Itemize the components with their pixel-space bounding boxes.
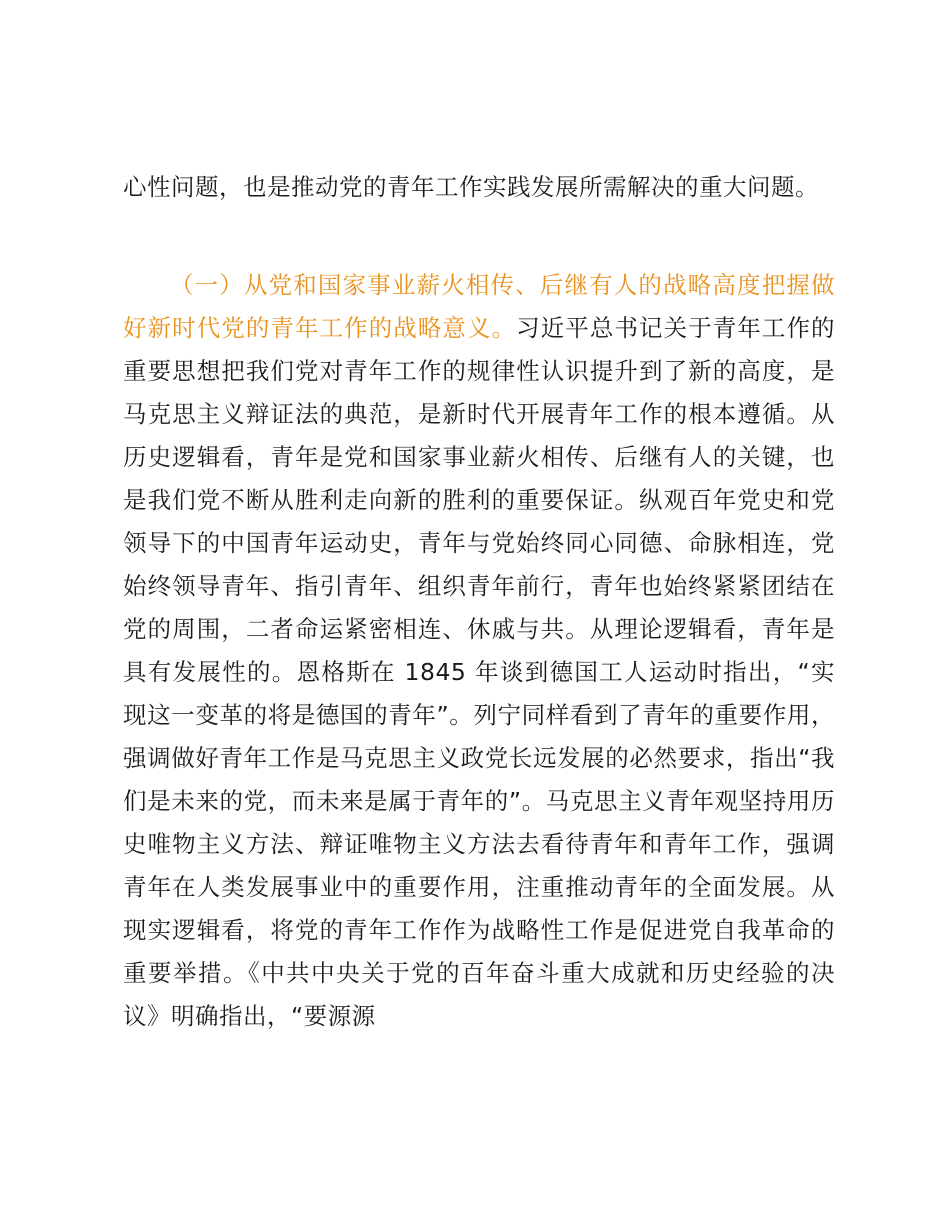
continued-paragraph: 心性问题，也是推动党的青年工作实践发展所需解决的重大问题。 xyxy=(123,173,819,201)
section-body: 习近平总书记关于青年工作的重要思想把我们党对青年工作的规律性认识提升到了新的高度，是马克思主义辩证法的典范，是新时代开展青年工作的根本遵循。从历史逻辑看，青年是党和国家事业薪火相传、后继有人的关键，也是我们党不断从胜利走向新的胜利的重要保证。纵观百年党史和党领导下的中国青年运动史，青年与党始终同心同德、命脉相连，党始终领导青年、指引青年、组织青年前行，青年也始终紧紧团结在党的周围，二者命运紧密相连、休戚与共。从理论逻辑看，青年是具有发展性的。恩格斯在 1845 年谈到德国工人运动时指出，“实现这一变革的将是德国的青年”。列宁同样看到了青年的重要作用，强调做好青年工作是马克思主义政党长远发展的必然要求，指出“我们是未来的党，而未来是属于青年的”。马克思主义青年观坚持用历史唯物主义方法、辩证唯物主义方法去看待青年和青年工作，强调青年在人类发展事业中的重要作用，注重推动青年的全面发展。从现实逻辑看，将党的青年工作作为战略性工作是促进党自我革命的重要举措。《中共中央关于党的百年奋斗重大成就和历史经验的决议》明确指出，“要源源 xyxy=(123,314,836,1030)
continued-paragraph-block xyxy=(123,166,835,209)
section-one-paragraph xyxy=(123,264,835,1038)
section-one-block xyxy=(123,264,835,1038)
section-heading: （一）从党和国家事业薪火相传、后继有人的战略高度把握做好新时代党的青年工作的战略意义。 xyxy=(123,271,835,342)
